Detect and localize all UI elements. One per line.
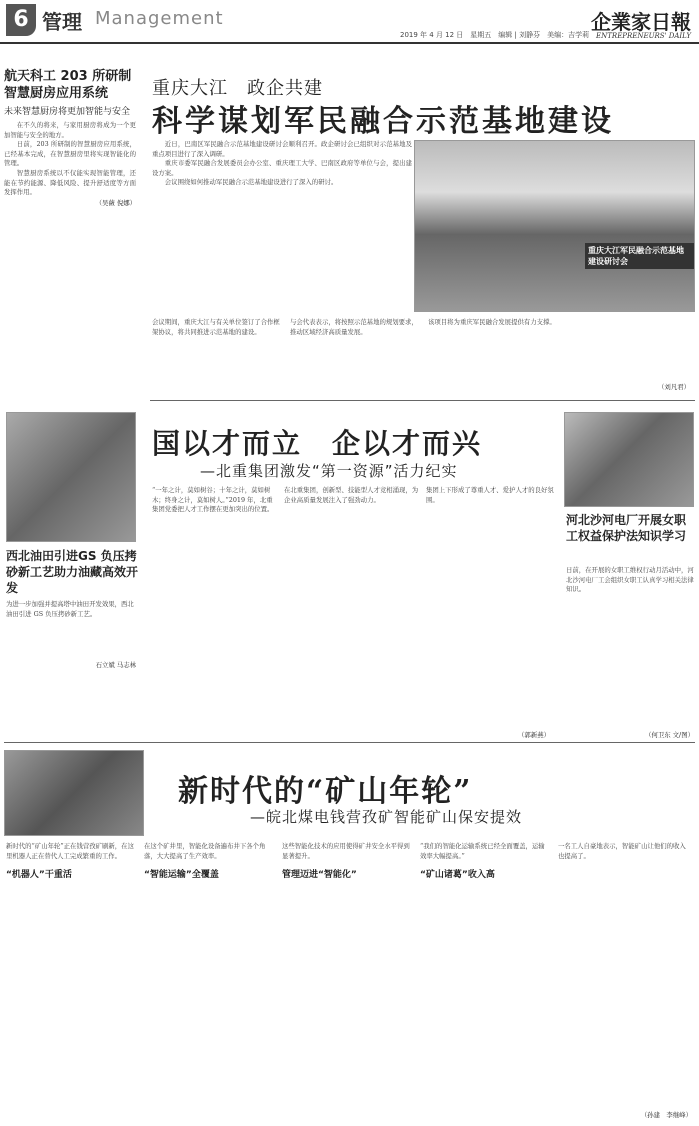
lead-col-b: 与会代表表示，将按照示范基地的规划要求，推动区域经济高质量发展。 [290,318,418,336]
lead-para: 会议围绕如何推动军民融合示范基地建设进行了深入的研讨。 [164,178,338,187]
mining-col-b [144,842,274,880]
section-title-en: Management [95,8,224,29]
issue-meta: 2019 年 4 月 12 日 星期五 编辑 | 刘静芬 美编：吉学莉 [400,31,590,39]
left-article-title: 航天科工 203 所研制智慧厨房应用系统 [4,69,132,101]
mining-photo [4,750,144,836]
mining-text: 在这个矿井里，智能化设备遍布井下各个角落，大大提高了生产效率。 [144,842,266,860]
mining-text: “我们的智能化运输系统已经全面覆盖，运输效率大幅提高。” [420,842,545,860]
masthead-en: ENTREPRENEURS' DAILY [596,32,691,40]
side1-byline: 石立斌 马志林 [95,661,136,669]
side2-text: 日前，在开展的女职工维权行动月活动中，河北沙河电厂工会组织女职工认真学习相关法律知识。 [566,566,694,594]
mining-subhead: “机器人”干重活 [6,870,72,881]
left-article [4,68,136,207]
lead-photo [414,140,695,312]
lead-intro [152,140,412,188]
talent-byline: （郭新燕） [518,731,550,739]
mining-subhead: 管理迈进“智能化” [282,870,357,881]
talent-col-a: “一年之计，莫如树谷；十年之计，莫如树木；终身之计，莫如树人。”2019 年，北重集团党委把人才工作摆在更加突出的位置。 [152,486,274,514]
mining-subhead: “矿山诸葛”收入高 [420,870,495,881]
lead-byline: （刘凡君） [658,383,690,391]
page-header [0,0,699,44]
talent-col-c: 集团上下形成了尊重人才、爱护人才的良好氛围。 [426,486,554,504]
lead-photo-banner: 重庆大江军民融合示范基地建设研讨会 [585,243,694,269]
mining-subtitle: —皖北煤电钱营孜矿智能矿山保安提效 [250,808,523,826]
divider [4,742,695,743]
mining-byline: （孙建 李继峰） [640,1111,692,1119]
mining-text: 这些智能化技术的应用使得矿井安全水平得到显著提升。 [282,842,410,860]
lead-para: 重庆市委军民融合发展委员会办公室、重庆理工大学、巴南区政府等单位与会，提出建设方案。 [152,159,412,177]
left-para: 日前，203 所研制的智慧厨房应用系统，已经基本完成，在智慧厨房里将实现智能化的管理。 [4,140,136,168]
mining-subhead: “智能运输”全覆盖 [144,870,219,881]
mining-col-e: 一名工人自豪地表示，智能矿山让他们的收入也提高了。 [558,842,686,860]
lead-para: 近日，巴南区军民融合示范基地建设研讨会顺利召开。政企研讨会已组织对示范基地及重点项目进行了深入调研。 [152,140,412,158]
mining-text: 新时代的“矿山年轮”正在钱营孜矿刷新，在这里机器人正在替代人工完成繁重的工作。 [6,842,134,860]
masthead: 企業家日報 [591,10,691,34]
lead-col-a: 会议期间，重庆大江与有关单位签订了合作框架协议，将共同推进示范基地的建设。 [152,318,280,336]
side1-photo [6,412,136,542]
lead-title: 科学谋划军民融合示范基地建设 [152,104,614,139]
left-para: 智慧厨房系统以不仅能实现智能管理，还能在节约能源、降低风险、提升舒适度等方面发挥作用。 [4,168,136,197]
mining-title: 新时代的“矿山年轮” [178,774,473,809]
talent-subtitle: —北重集团激发“第一资源”活力纪实 [200,462,458,480]
page-number: 6 [6,4,36,36]
lead-kicker: 重庆大江 政企共建 [152,78,323,99]
side2-byline: （何卫东 文/图） [645,731,694,739]
left-para: 在不久的将来，与家用厨房将成为一个更加智能与安全的地方。 [4,121,136,139]
mining-col-d [420,842,550,880]
left-article-subtitle: 未来智慧厨房将更加智能与安全 [4,107,131,117]
lead-col-c: 该项目将为重庆军民融合发展提供有力支撑。 [428,318,556,326]
side1-title: 西北油田引进GS 负压拷砂新工艺助力油藏高效开发 [6,549,139,595]
side2-title: 河北沙河电厂开展女职工权益保护法知识学习 [566,513,687,543]
side2-photo [564,412,694,507]
section-title: 管理 [42,10,82,34]
divider [150,400,695,401]
talent-title: 国以才而立 企以才而兴 [152,427,483,460]
talent-col-b: 在北重集团，创新型、技能型人才竞相涌现，为企业高质量发展注入了强劲动力。 [284,486,419,504]
side1-text: 为进一步加强并提高塔中油田开发效果，西北油田引进 GS 负压拷砂新工艺。 [6,600,134,618]
mining-col-c [282,842,412,880]
mining-col-a [6,842,136,880]
left-byline: （吴薇 倪娜） [95,198,136,207]
